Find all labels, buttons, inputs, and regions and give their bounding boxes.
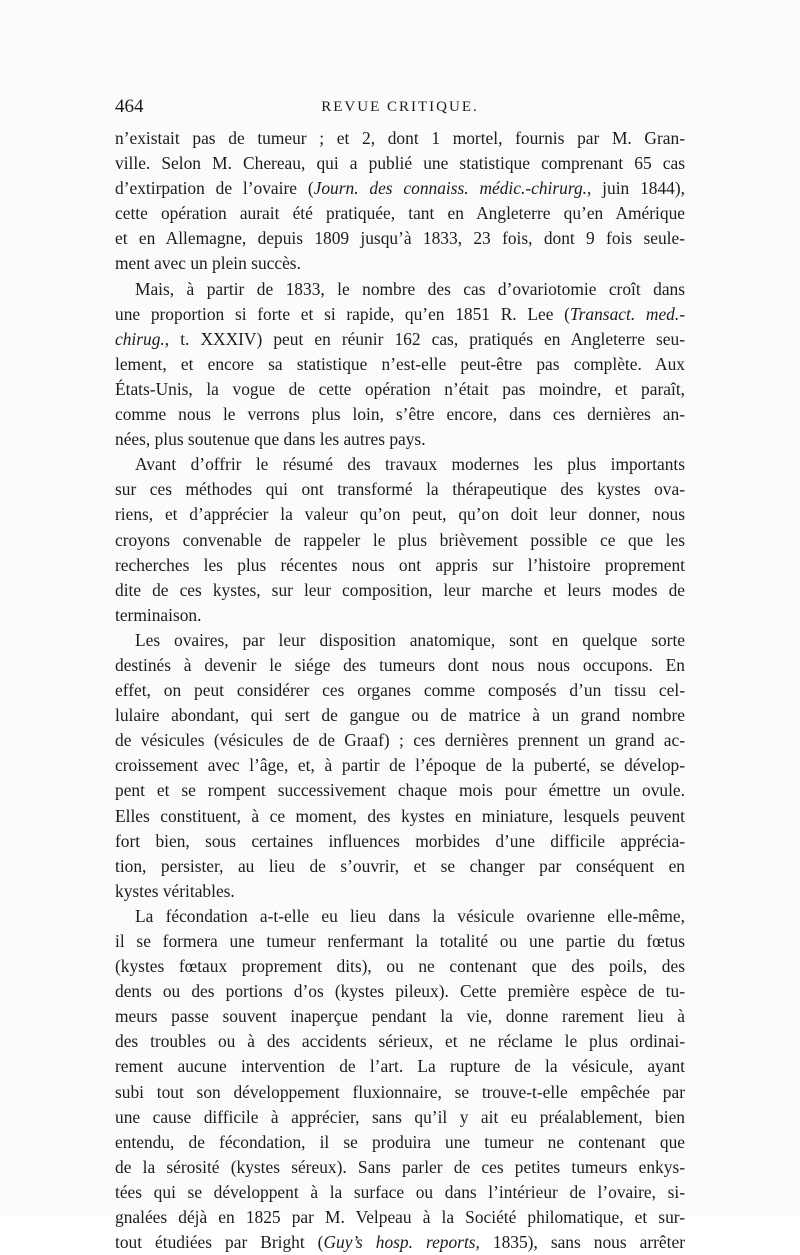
- line-text: , juin 1844),: [587, 178, 685, 199]
- line-text: lement, et encore sa statistique n’est-elle peut-être pas complète. Aux: [115, 353, 685, 374]
- text-line: [115, 302, 685, 327]
- text-line: [115, 502, 685, 527]
- text-line: [115, 528, 685, 553]
- line-text: comme nous le verrons plus loin, s’être encore, dans ces dernières an-: [115, 404, 685, 425]
- text-line: [115, 954, 685, 979]
- text-line: [115, 402, 685, 427]
- text-line: [115, 1205, 685, 1230]
- text-line: [115, 377, 685, 402]
- line-text: et en Allemagne, depuis 1809 jusqu’à 1833, 23 fois, dont 9 fois seule-: [115, 228, 685, 249]
- text-line: [115, 151, 685, 176]
- line-text: de la sérosité (kystes séreux). Sans parler de ces petites tumeurs enkys-: [115, 1156, 685, 1177]
- line-text: fort bien, sous certaines influences morbides d’une difficile apprécia-: [115, 830, 685, 851]
- citation-italic: chirug.: [115, 328, 165, 349]
- running-title: REVUE CRITIQUE.: [321, 99, 479, 115]
- citation-italic: Guy’s hosp. reports,: [323, 1232, 480, 1253]
- text-line: [115, 929, 685, 954]
- text-line: [115, 1230, 685, 1255]
- text-line: [115, 1180, 685, 1205]
- line-text: subi tout son développement fluxionnaire, se trouve-t-elle empêchée par: [115, 1081, 685, 1102]
- line-text: Mais, à partir de 1833, le nombre des cas d’ovariotomie croît dans: [135, 278, 685, 299]
- text-line: [115, 251, 685, 276]
- line-text: nées, plus soutenue que dans les autres pays.: [115, 429, 426, 450]
- line-text: dents ou des portions d’os (kystes pileux). Cette première espèce de tu-: [115, 981, 685, 1002]
- line-text: Avant d’offrir le résumé des travaux modernes les plus importants: [135, 454, 685, 475]
- text-line: [115, 578, 685, 603]
- line-text: (kystes fœtaux proprement dits), ou ne contenant que des poils, des: [115, 956, 685, 977]
- line-text: gnalées déjà en 1825 par M. Velpeau à la Société philomatique, et sur-: [115, 1207, 685, 1228]
- text-line: [115, 728, 685, 753]
- text-line: [115, 653, 685, 678]
- line-text: cette opération aurait été pratiquée, tant en Angleterre qu’en Amérique: [115, 203, 685, 224]
- body-text: [115, 126, 685, 1255]
- line-text: de vésicules (vésicules de de Graaf) ; ces dernières prennent un grand ac-: [115, 730, 685, 751]
- text-line: [115, 327, 685, 352]
- text-line: [115, 452, 685, 477]
- line-text: destinés à devenir le siége des tumeurs dont nous nous occupons. En: [115, 654, 685, 675]
- text-line: [115, 628, 685, 653]
- line-text: Elles constituent, à ce moment, des kystes en miniature, lesquels peuvent: [115, 805, 685, 826]
- line-text: rement aucune intervention de l’art. La rupture de la vésicule, ayant: [115, 1056, 685, 1077]
- line-text: dite de ces kystes, sur leur composition, leur marche et leurs modes de: [115, 579, 685, 600]
- text-line: [115, 879, 685, 904]
- text-line: [115, 854, 685, 879]
- line-text: , t. XXXIV) peut en réunir 162 cas, pratiqués en Angleterre seu-: [164, 328, 685, 349]
- page-number: 464: [115, 96, 144, 117]
- text-line: [115, 904, 685, 929]
- line-text: croyons convenable de rappeler le plus brièvement possible ce que les: [115, 529, 685, 550]
- line-text: meurs passe souvent inaperçue pendant la vie, donne rarement lieu à: [115, 1006, 685, 1027]
- line-text: croissement avec l’âge, et, à partir de l’époque de la puberté, se dévelop-: [115, 755, 685, 776]
- line-text: tion, persister, au lieu de s’ouvrir, et se changer par conséquent en: [115, 855, 685, 876]
- citation-italic: Transact. med.-: [569, 303, 685, 324]
- line-text: effet, on peut considérer ces organes comme composés d’un tissu cel-: [115, 680, 685, 701]
- line-text: ment avec un plein succès.: [115, 253, 301, 274]
- text-line: [115, 1155, 685, 1180]
- line-text: ville. Selon M. Chereau, qui a publié une statistique comprenant 65 cas: [115, 153, 685, 174]
- line-text: 1835), sans nous arrêter: [479, 1232, 685, 1253]
- text-line: [115, 352, 685, 377]
- text-line: [115, 678, 685, 703]
- line-text: terminaison.: [115, 604, 202, 625]
- text-line: [115, 126, 685, 151]
- line-text: une proportion si forte et si rapide, qu’en 1851 R. Lee (: [115, 303, 570, 324]
- line-text: lulaire abondant, qui sert de gangue ou de matrice à un grand nombre: [115, 705, 685, 726]
- text-line: [115, 703, 685, 728]
- line-text: La fécondation a-t-elle eu lieu dans la vésicule ovarienne elle-même,: [135, 905, 685, 926]
- line-text: États-Unis, la vogue de cette opération n’était pas moindre, et paraît,: [115, 378, 685, 399]
- text-line: [115, 1029, 685, 1054]
- text-line: [115, 226, 685, 251]
- line-text: n’existait pas de tumeur ; et 2, dont 1 mortel, fournis par M. Gran-: [115, 128, 685, 148]
- text-line: [115, 201, 685, 226]
- text-line: [115, 1004, 685, 1029]
- line-text: tout étudiées par Bright (: [115, 1232, 324, 1253]
- text-line: [115, 829, 685, 854]
- line-text: Les ovaires, par leur disposition anatomique, sont en quelque sorte: [135, 629, 685, 650]
- line-text: il se formera une tumeur renfermant la totalité ou une partie du fœtus: [115, 931, 685, 951]
- text-line: [115, 979, 685, 1004]
- line-text: recherches les plus récentes nous ont appris sur l’histoire proprement: [115, 554, 685, 575]
- text-line: [115, 1054, 685, 1079]
- text-line: [115, 176, 685, 201]
- line-text: entendu, de fécondation, il se produira une tumeur ne contenant que: [115, 1131, 685, 1152]
- line-text: tées qui se développent à la surface ou dans l’intérieur de l’ovaire, si-: [115, 1181, 685, 1202]
- line-text: kystes véritables.: [115, 880, 235, 901]
- line-text: des troubles ou à des accidents sérieux, et ne réclame le plus ordinai-: [115, 1031, 685, 1052]
- line-text: une cause difficile à apprécier, sans qu’il y ait eu préalablement, bien: [115, 1106, 685, 1127]
- text-line: [115, 1105, 685, 1130]
- text-line: [115, 804, 685, 829]
- text-line: [115, 477, 685, 502]
- text-line: [115, 778, 685, 803]
- line-text: pent et se rompent successivement chaque mois pour émettre un ovule.: [115, 780, 685, 801]
- text-line: [115, 427, 685, 452]
- text-line: [115, 1080, 685, 1105]
- line-text: riens, et d’apprécier la valeur qu’on peut, qu’on doit leur donner, nous: [115, 504, 685, 525]
- citation-italic: Journ. des connaiss. médic.-chirurg.: [313, 178, 587, 199]
- page-header: [115, 96, 685, 120]
- text-line: [115, 553, 685, 578]
- text-line: [115, 753, 685, 778]
- text-line: [115, 603, 685, 628]
- line-text: d’extirpation de l’ovaire (: [115, 178, 314, 199]
- text-line: [115, 1130, 685, 1155]
- line-text: sur ces méthodes qui ont transformé la thérapeutique des kystes ova-: [115, 479, 685, 500]
- text-line: [115, 277, 685, 302]
